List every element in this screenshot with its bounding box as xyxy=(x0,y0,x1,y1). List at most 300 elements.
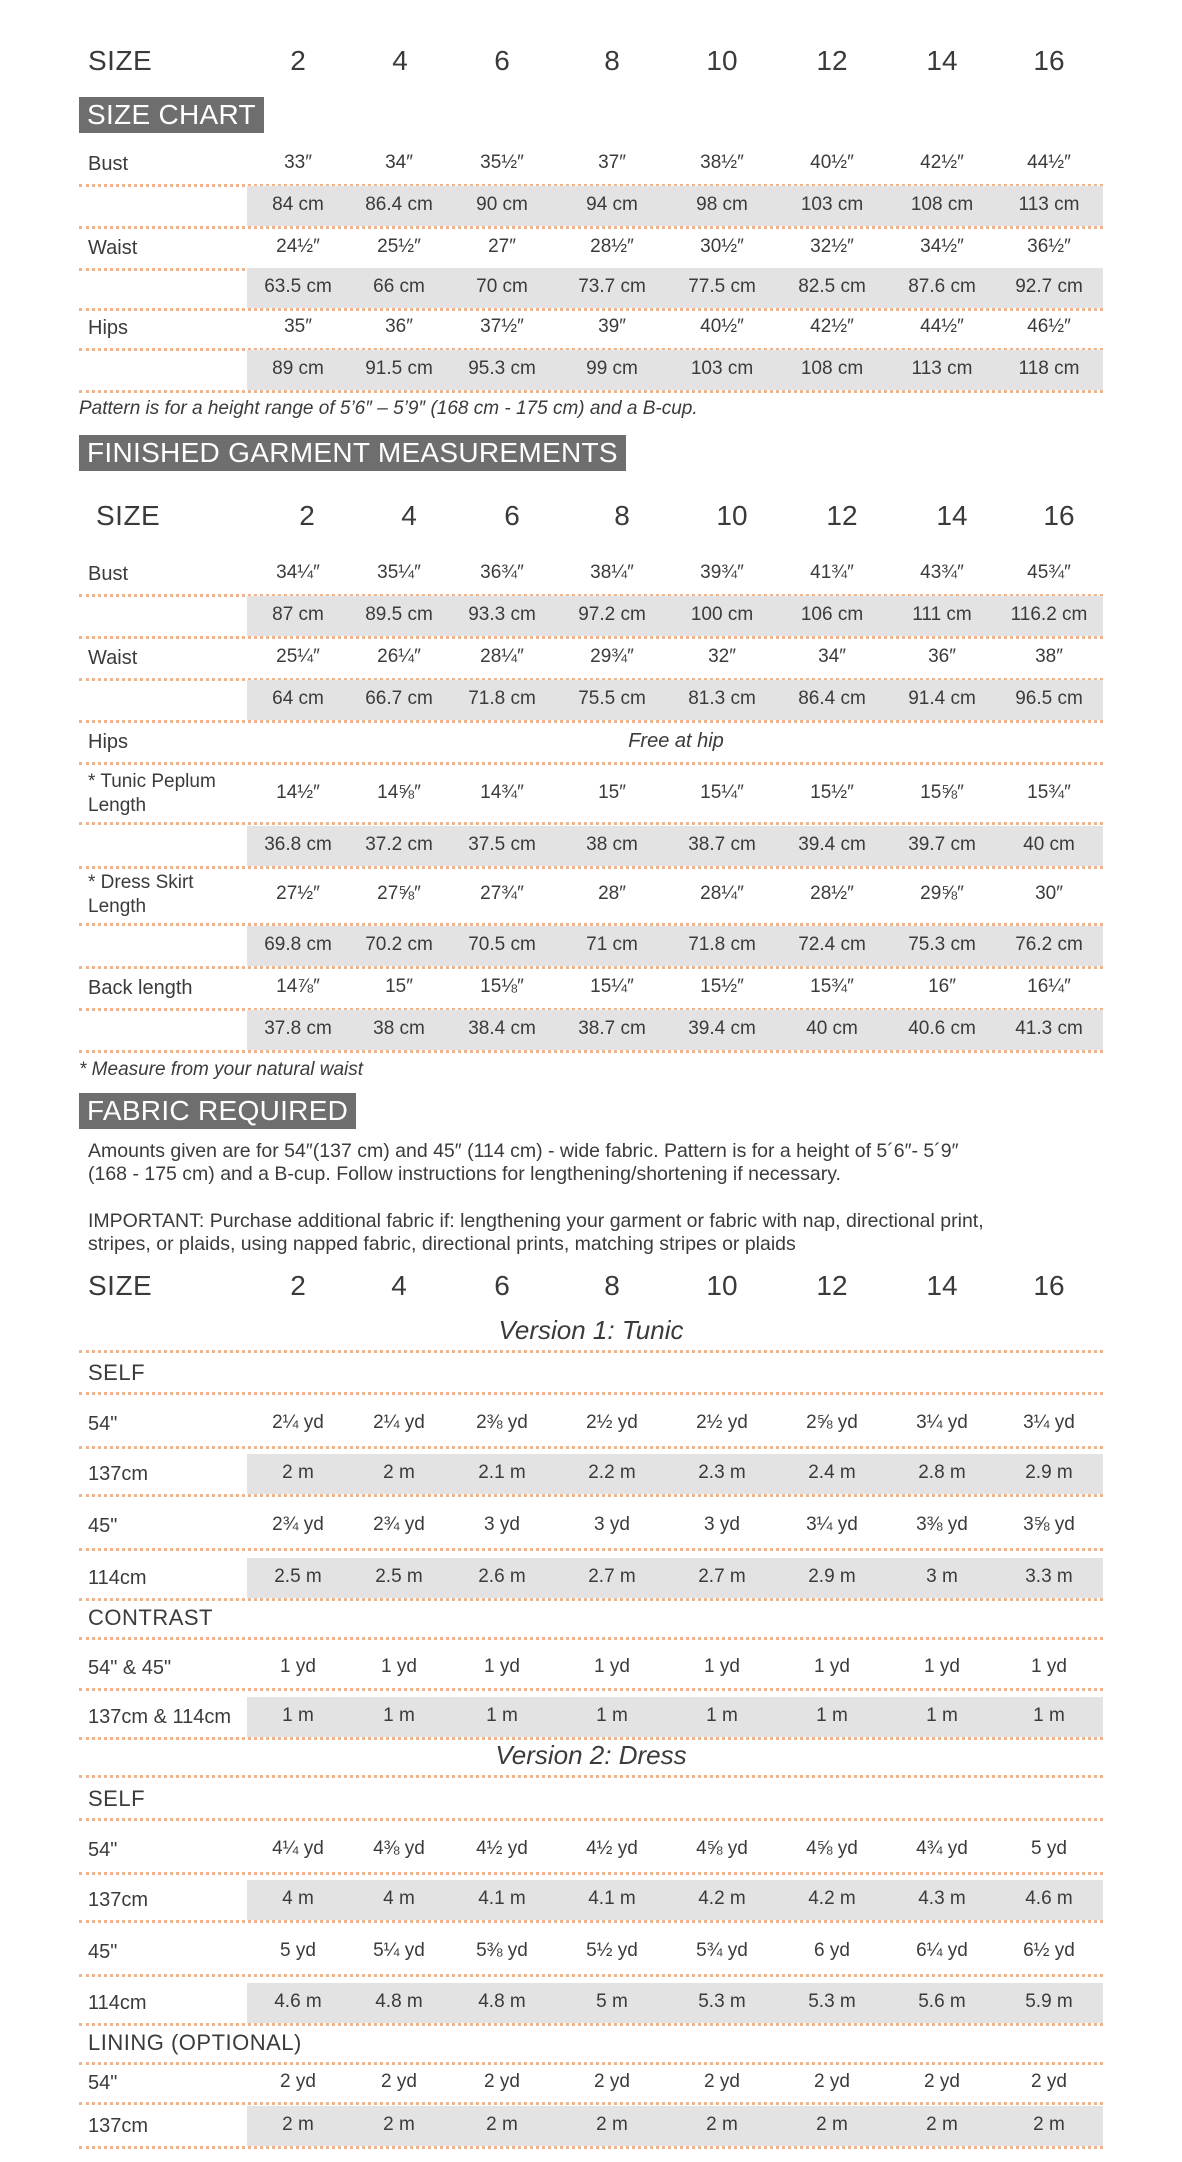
finished-cell: 38″ xyxy=(1035,646,1063,667)
finished-cell: 15½″ xyxy=(810,782,854,803)
v2-lining-row-label: 137cm xyxy=(88,2115,149,2137)
v1-self-cell: 2¾ yd xyxy=(272,1514,324,1535)
finished-cell: 43¾″ xyxy=(920,562,964,583)
finished-size-10: 10 xyxy=(716,500,748,531)
chart-row-label: Waist xyxy=(88,237,138,259)
dotted-divider xyxy=(79,1974,1103,1977)
dotted-divider xyxy=(79,1775,1103,1778)
v2-self-row-label: 114cm xyxy=(88,1992,147,2014)
chart-cell: 24½″ xyxy=(276,236,320,257)
chart-cell: 98 cm xyxy=(696,194,748,215)
version1-title: Version 1: Tunic xyxy=(498,1315,684,1345)
finished-cell: 81.3 cm xyxy=(688,688,756,709)
fabric-para-1a: Amounts given are for 54″(137 cm) and 45″ (114 cm) - wide fabric. Pattern is for a height of 5´6″- 5´9″ xyxy=(88,1140,959,1162)
fabric-para-2a: IMPORTANT: Purchase additional fabric if: lengthening your garment or fabric with nap, directional print, xyxy=(88,1210,984,1232)
chart-cell: 44½″ xyxy=(920,316,964,337)
fabric-size-16: 16 xyxy=(1033,1270,1065,1301)
chart-cell: 113 cm xyxy=(1018,194,1080,215)
finished-cell: 39.4 cm xyxy=(688,1018,756,1039)
finished-banner: FINISHED GARMENT MEASUREMENTS xyxy=(79,435,626,471)
dotted-divider xyxy=(79,636,1103,639)
v2-self-row-label: 45" xyxy=(88,1941,118,1963)
chart-cell: 36½″ xyxy=(1027,236,1071,257)
chart-row-label: Hips xyxy=(88,317,129,339)
finished-cell: 28¼″ xyxy=(480,646,524,667)
v2-lining-cell: 2 yd xyxy=(1031,2071,1067,2092)
v2-lining-row-label: 54" xyxy=(88,2072,118,2094)
finished-cell: 15¼″ xyxy=(700,782,744,803)
v1-self-cell: 3¼ yd xyxy=(806,1514,858,1535)
v1-self-cell: 3.3 m xyxy=(1025,1566,1073,1587)
chart-cell: 28½″ xyxy=(590,236,634,257)
v2-self-cell: 6¼ yd xyxy=(916,1940,968,1961)
finished-cell: 14¾″ xyxy=(480,782,524,803)
v1-self-cell: 3 yd xyxy=(484,1514,520,1535)
chart-cell: 30½″ xyxy=(700,236,744,257)
chart-cell: 92.7 cm xyxy=(1015,276,1083,297)
finished-cell: 34¼″ xyxy=(276,562,320,583)
chart-cell: 82.5 cm xyxy=(798,276,866,297)
finished-cell: 28¼″ xyxy=(700,883,744,904)
chart-size-label: SIZE xyxy=(88,45,153,76)
v1-self-cell: 3⅜ yd xyxy=(916,1514,968,1535)
finished-cell: 16″ xyxy=(928,976,956,997)
finished-cell: 28″ xyxy=(598,883,626,904)
v1-self-row-label: 54" xyxy=(88,1413,118,1435)
finished-size-2: 2 xyxy=(299,500,315,531)
finished-cell: 70.2 cm xyxy=(365,934,433,955)
finished-cell: 40 cm xyxy=(806,1018,858,1039)
v2-lining-cell: 2 yd xyxy=(381,2071,417,2092)
v2-self-cell: 4⅝ yd xyxy=(806,1838,858,1859)
chart-cell: 90 cm xyxy=(476,194,528,215)
finished-size-6: 6 xyxy=(504,500,520,531)
finished-cell: 71.8 cm xyxy=(688,934,756,955)
chart-cell: 113 cm xyxy=(911,358,973,379)
v2-self-cell: 5.3 m xyxy=(698,1991,746,2012)
v2-self-cell: 4½ yd xyxy=(586,1838,638,1859)
v1-contrast-label: CONTRAST xyxy=(88,1605,213,1630)
chart-cell: 42½″ xyxy=(810,316,854,337)
finished-cell: 72.4 cm xyxy=(798,934,866,955)
v2-lining-cell: 2 yd xyxy=(814,2071,850,2092)
v2-self-cell: 4 m xyxy=(282,1888,314,1909)
waist-note: * Measure from your natural waist xyxy=(79,1059,364,1080)
dotted-divider xyxy=(79,822,1103,825)
fabric-size-4: 4 xyxy=(391,1270,407,1301)
v1-contrast-cell: 1 m xyxy=(282,1705,314,1726)
chart-cell: 42½″ xyxy=(920,152,964,173)
dotted-divider xyxy=(79,1350,1103,1353)
v1-self-cell: 2¼ yd xyxy=(272,1412,324,1433)
v1-contrast-cell: 1 yd xyxy=(814,1656,850,1677)
fabric-size-8: 8 xyxy=(604,1270,620,1301)
dotted-divider xyxy=(79,762,1103,765)
finished-cell: 89.5 cm xyxy=(365,604,433,625)
finished-cell: 87 cm xyxy=(272,604,324,625)
fabric-para-1b: (168 - 175 cm) and a B-cup. Follow instructions for lengthening/shortening if necessary. xyxy=(88,1163,841,1185)
finished-cell: 15″ xyxy=(385,976,413,997)
v2-self-row-label: 137cm xyxy=(88,1889,149,1911)
chart-cell: 94 cm xyxy=(586,194,638,215)
v1-self-cell: 2.9 m xyxy=(1025,1462,1073,1483)
chart-cell: 108 cm xyxy=(800,358,864,379)
v1-contrast-cell: 1 yd xyxy=(704,1656,740,1677)
v2-self-cell: 4.8 m xyxy=(375,1991,423,2012)
dotted-divider xyxy=(79,1494,1103,1497)
v2-self-cell: 5½ yd xyxy=(586,1940,638,1961)
v1-self-cell: 2½ yd xyxy=(696,1412,748,1433)
v2-self-cell: 4¼ yd xyxy=(272,1838,324,1859)
finished-cell: 15¾″ xyxy=(1027,782,1071,803)
finished-cell: 100 cm xyxy=(690,604,754,625)
v2-self-cell: 5 yd xyxy=(1031,1838,1067,1859)
finished-cell: 29⅝″ xyxy=(920,883,964,904)
finished-cell: 27¾″ xyxy=(480,883,524,904)
chart-cell: 35½″ xyxy=(480,152,524,173)
finished-cell: 38¼″ xyxy=(590,562,634,583)
v2-self-cell: 4.1 m xyxy=(588,1888,636,1909)
v2-self-cell: 5⅜ yd xyxy=(476,1940,528,1961)
v1-self-row-label: 114cm xyxy=(88,1567,147,1589)
version2-title: Version 2: Dress xyxy=(495,1740,687,1770)
v1-self-cell: 2.3 m xyxy=(698,1462,746,1483)
v2-self-cell: 4 m xyxy=(383,1888,415,1909)
dotted-divider xyxy=(79,866,1103,869)
finished-cell: 37.5 cm xyxy=(468,834,536,855)
fabric-size-2: 2 xyxy=(290,1270,306,1301)
finished-row-label: Waist xyxy=(88,647,138,669)
v2-lining-cell: 2 m xyxy=(383,2114,415,2135)
finished-cell: 93.3 cm xyxy=(468,604,536,625)
dotted-divider xyxy=(79,2023,1103,2026)
v1-self-cell: 2.7 m xyxy=(698,1566,746,1587)
fabric-size-6: 6 xyxy=(494,1270,510,1301)
v2-lining-label: LINING (OPTIONAL) xyxy=(88,2030,302,2055)
v1-self-cell: 3 m xyxy=(926,1566,958,1587)
v2-self-cell: 5 m xyxy=(596,1991,628,2012)
v2-self-cell: 4¾ yd xyxy=(916,1838,968,1859)
v2-self-cell: 5.9 m xyxy=(1025,1991,1073,2012)
v2-self-cell: 5.6 m xyxy=(918,1991,966,2012)
finished-cell: 91.4 cm xyxy=(908,688,976,709)
chart-cell: 40½″ xyxy=(810,152,854,173)
dotted-divider xyxy=(79,1688,1103,1691)
v1-self-cell: 2.7 m xyxy=(588,1566,636,1587)
finished-cell: 36¾″ xyxy=(480,562,524,583)
finished-cell: 15″ xyxy=(598,782,626,803)
v2-lining-cell: 2 m xyxy=(486,2114,518,2135)
finished-cell: 70.5 cm xyxy=(468,934,536,955)
finished-cell: 37.8 cm xyxy=(264,1018,332,1039)
v1-self-cell: 3⅝ yd xyxy=(1023,1514,1075,1535)
finished-cell: 14½″ xyxy=(276,782,320,803)
chart-cell: 37½″ xyxy=(480,316,524,337)
finished-cell: 64 cm xyxy=(272,688,324,709)
chart-cell: 40½″ xyxy=(700,316,744,337)
v1-self-cell: 2 m xyxy=(282,1462,314,1483)
v2-self-cell: 6 yd xyxy=(814,1940,850,1961)
finished-cell: 39.7 cm xyxy=(908,834,976,855)
v1-self-row-bg xyxy=(247,1454,1103,1494)
chart-cell: 33″ xyxy=(284,152,312,173)
height-note: Pattern is for a height range of 5’6″ – 5’9″ (168 cm - 175 cm) and a B-cup. xyxy=(79,398,698,419)
dotted-divider xyxy=(79,1920,1103,1923)
v1-contrast-cell: 1 m xyxy=(383,1705,415,1726)
v2-self-cell: 4⅜ yd xyxy=(373,1838,425,1859)
dotted-divider xyxy=(79,1548,1103,1551)
finished-row-label: Back length xyxy=(88,977,193,999)
v2-lining-cell: 2 m xyxy=(926,2114,958,2135)
finished-cell: 40 cm xyxy=(1023,834,1075,855)
chart-cell: 91.5 cm xyxy=(365,358,433,379)
fabric-size-label: SIZE xyxy=(88,1270,153,1301)
v1-self-cell: 2.2 m xyxy=(588,1462,636,1483)
finished-cell: 41¾″ xyxy=(810,562,854,583)
dotted-divider xyxy=(79,1050,1103,1053)
finished-row-label: * Tunic Peplum Length xyxy=(88,771,216,816)
v1-contrast-cell: 1 m xyxy=(816,1705,848,1726)
v1-self-cell: 2.1 m xyxy=(478,1462,526,1483)
finished-cell: 36.8 cm xyxy=(264,834,332,855)
v1-contrast-cell: 1 m xyxy=(1033,1705,1065,1726)
chart-size-10: 10 xyxy=(706,45,738,76)
v2-self-cell: 4⅝ yd xyxy=(696,1838,748,1859)
v1-self-label: SELF xyxy=(88,1360,146,1385)
chart-cell: 66 cm xyxy=(373,276,425,297)
finished-cell: 15¾″ xyxy=(810,976,854,997)
dotted-divider xyxy=(79,1872,1103,1875)
finished-size-16: 16 xyxy=(1043,500,1075,531)
finished-row-label: Hips xyxy=(88,731,129,753)
finished-cell: 86.4 cm xyxy=(798,688,866,709)
v1-self-cell: 2.5 m xyxy=(375,1566,423,1587)
finished-row-label: Bust xyxy=(88,563,129,585)
chart-cell: 44½″ xyxy=(1027,152,1071,173)
finished-cell: 69.8 cm xyxy=(264,934,332,955)
v2-self-cell: 5 yd xyxy=(280,1940,316,1961)
v2-lining-cell: 2 m xyxy=(1033,2114,1065,2135)
v2-self-cell: 4.1 m xyxy=(478,1888,526,1909)
chart-row-label: Bust xyxy=(88,153,129,175)
chart-cell: 87.6 cm xyxy=(908,276,976,297)
v2-lining-cell: 2 yd xyxy=(280,2071,316,2092)
v1-contrast-cell: 1 yd xyxy=(1031,1656,1067,1677)
v2-self-cell: 4.6 m xyxy=(274,1991,322,2012)
finished-cell: 27½″ xyxy=(276,883,320,904)
v1-contrast-cell: 1 m xyxy=(596,1705,628,1726)
finished-row-label: * Dress Skirt Length xyxy=(88,872,194,917)
finished-cell: 14⅞″ xyxy=(276,976,320,997)
v2-lining-cell: 2 m xyxy=(596,2114,628,2135)
finished-cell: 75.3 cm xyxy=(908,934,976,955)
v1-contrast-row-bg xyxy=(247,1697,1103,1737)
finished-cell: 38 cm xyxy=(373,1018,425,1039)
chart-cell: 84 cm xyxy=(272,194,324,215)
dotted-divider xyxy=(79,1598,1103,1601)
chart-cell: 34″ xyxy=(385,152,413,173)
finished-cell: 111 cm xyxy=(912,604,972,625)
v1-self-cell: 2.6 m xyxy=(478,1566,526,1587)
chart-cell: 103 cm xyxy=(690,358,754,379)
finished-size-8: 8 xyxy=(614,500,630,531)
chart-cell: 118 cm xyxy=(1018,358,1080,379)
dotted-divider xyxy=(79,1392,1103,1395)
v2-self-cell: 4½ yd xyxy=(476,1838,528,1859)
fabric-size-12: 12 xyxy=(816,1270,848,1301)
finished-cell: 71 cm xyxy=(586,934,638,955)
v2-self-cell: 4.6 m xyxy=(1025,1888,1073,1909)
dotted-divider xyxy=(79,308,1103,311)
v2-self-cell: 6½ yd xyxy=(1023,1940,1075,1961)
v1-self-cell: 2.9 m xyxy=(808,1566,856,1587)
finished-cell: 26¼″ xyxy=(377,646,421,667)
v1-contrast-row-label: 54" & 45" xyxy=(88,1657,172,1679)
dotted-divider xyxy=(79,1818,1103,1821)
v2-self-cell: 4.8 m xyxy=(478,1991,526,2012)
finished-cell: 36″ xyxy=(928,646,956,667)
v2-self-cell: 4.3 m xyxy=(918,1888,966,1909)
v1-self-cell: 2⅜ yd xyxy=(476,1412,528,1433)
fabric-size-10: 10 xyxy=(706,1270,738,1301)
v2-self-cell: 5.3 m xyxy=(808,1991,856,2012)
chart-cell: 77.5 cm xyxy=(688,276,756,297)
finished-cell: 38 cm xyxy=(586,834,638,855)
chart-cell: 70 cm xyxy=(476,276,528,297)
chart-size-12: 12 xyxy=(816,45,848,76)
chart-cell: 73.7 cm xyxy=(578,276,646,297)
finished-cell: 15¼″ xyxy=(590,976,634,997)
v2-self-cell: 5¾ yd xyxy=(696,1940,748,1961)
finished-cell: 32″ xyxy=(708,646,736,667)
finished-cell: 97.2 cm xyxy=(578,604,646,625)
v1-self-cell: 3 yd xyxy=(594,1514,630,1535)
v1-contrast-cell: 1 yd xyxy=(484,1656,520,1677)
finished-cell: 38.7 cm xyxy=(578,1018,646,1039)
v1-self-row-label: 45" xyxy=(88,1515,118,1537)
chart-cell: 63.5 cm xyxy=(264,276,332,297)
fabric-size-14: 14 xyxy=(926,1270,958,1301)
v1-self-cell: 2¼ yd xyxy=(373,1412,425,1433)
v2-lining-cell: 2 m xyxy=(282,2114,314,2135)
finished-cell: 38.7 cm xyxy=(688,834,756,855)
v2-lining-cell: 2 yd xyxy=(594,2071,630,2092)
chart-size-14: 14 xyxy=(926,45,958,76)
chart-cell: 86.4 cm xyxy=(365,194,433,215)
v2-self-row-label: 54" xyxy=(88,1839,118,1861)
v1-self-cell: 2.5 m xyxy=(274,1566,322,1587)
v2-lining-cell: 2 m xyxy=(706,2114,738,2135)
chart-cell: 99 cm xyxy=(586,358,638,379)
chart-size-16: 16 xyxy=(1033,45,1065,76)
finished-cell: 34″ xyxy=(818,646,846,667)
v1-self-cell: 2.4 m xyxy=(808,1462,856,1483)
finished-cell: 39¾″ xyxy=(700,562,744,583)
v1-self-cell: 3¼ yd xyxy=(1023,1412,1075,1433)
v1-contrast-cell: 1 yd xyxy=(924,1656,960,1677)
finished-cell: 15½″ xyxy=(700,976,744,997)
chart-cell: 36″ xyxy=(385,316,413,337)
finished-cell: 29¾″ xyxy=(590,646,634,667)
chart-cell: 37″ xyxy=(598,152,626,173)
finished-cell: 116.2 cm xyxy=(1010,604,1088,625)
dotted-divider xyxy=(79,1446,1103,1449)
v1-self-row-label: 137cm xyxy=(88,1463,149,1485)
chart-cell: 95.3 cm xyxy=(468,358,536,379)
v1-contrast-cell: 1 yd xyxy=(381,1656,417,1677)
v2-lining-cell: 2 m xyxy=(816,2114,848,2135)
chart-size-6: 6 xyxy=(494,45,510,76)
finished-cell: 27⅝″ xyxy=(377,883,421,904)
chart-cell: 25½″ xyxy=(377,236,421,257)
finished-cell: 66.7 cm xyxy=(365,688,433,709)
dotted-divider xyxy=(79,2102,1103,2105)
v2-self-label: SELF xyxy=(88,1786,146,1811)
dotted-divider xyxy=(79,720,1103,723)
size-chart-banner: SIZE CHART xyxy=(79,97,264,133)
finished-cell: 37.2 cm xyxy=(365,834,433,855)
chart-cell: 27″ xyxy=(488,236,516,257)
v1-contrast-row-label: 137cm & 114cm xyxy=(88,1706,232,1728)
finished-free-note: Free at hip xyxy=(628,730,724,752)
chart-cell: 103 cm xyxy=(800,194,864,215)
finished-cell: 96.5 cm xyxy=(1015,688,1083,709)
finished-cell: 45¾″ xyxy=(1027,562,1071,583)
v1-self-cell: 2⅝ yd xyxy=(806,1412,858,1433)
finished-size-12: 12 xyxy=(826,500,858,531)
finished-cell: 75.5 cm xyxy=(578,688,646,709)
v2-self-row-bg xyxy=(247,1880,1103,1920)
chart-size-8: 8 xyxy=(604,45,620,76)
v1-contrast-cell: 1 m xyxy=(706,1705,738,1726)
chart-cell: 39″ xyxy=(598,316,626,337)
fabric-para-2b: stripes, or plaids, using napped fabric, directional prints, matching stripes or plaids xyxy=(88,1233,796,1255)
dotted-divider xyxy=(79,2146,1103,2149)
finished-size-4: 4 xyxy=(401,500,417,531)
finished-size-label: SIZE xyxy=(96,500,161,531)
chart-size-2: 2 xyxy=(290,45,306,76)
v1-self-cell: 3 yd xyxy=(704,1514,740,1535)
finished-size-14: 14 xyxy=(936,500,968,531)
dotted-divider xyxy=(79,2062,1103,2065)
finished-cell: 39.4 cm xyxy=(798,834,866,855)
chart-size-4: 4 xyxy=(392,45,408,76)
finished-cell: 76.2 cm xyxy=(1015,934,1083,955)
finished-cell: 15⅛″ xyxy=(480,976,524,997)
finished-cell: 38.4 cm xyxy=(468,1018,536,1039)
v1-self-cell: 2½ yd xyxy=(586,1412,638,1433)
finished-cell: 14⅝″ xyxy=(377,782,421,803)
chart-cell: 89 cm xyxy=(272,358,324,379)
v2-lining-cell: 2 yd xyxy=(484,2071,520,2092)
finished-cell: 25¼″ xyxy=(276,646,320,667)
chart-cell: 108 cm xyxy=(910,194,974,215)
finished-cell: 41.3 cm xyxy=(1015,1018,1083,1039)
finished-cell: 35¼″ xyxy=(377,562,421,583)
v2-self-cell: 4.2 m xyxy=(808,1888,856,1909)
dotted-divider xyxy=(79,226,1103,229)
finished-cell: 28½″ xyxy=(810,883,854,904)
finished-cell: 30″ xyxy=(1035,883,1063,904)
finished-cell: 71.8 cm xyxy=(468,688,536,709)
v1-self-cell: 2.8 m xyxy=(918,1462,966,1483)
fabric-banner: FABRIC REQUIRED xyxy=(79,1093,356,1129)
v1-self-cell: 2 m xyxy=(383,1462,415,1483)
dotted-divider xyxy=(79,966,1103,969)
chart-cell: 46½″ xyxy=(1027,316,1071,337)
v1-contrast-cell: 1 yd xyxy=(280,1656,316,1677)
v2-lining-cell: 2 yd xyxy=(704,2071,740,2092)
